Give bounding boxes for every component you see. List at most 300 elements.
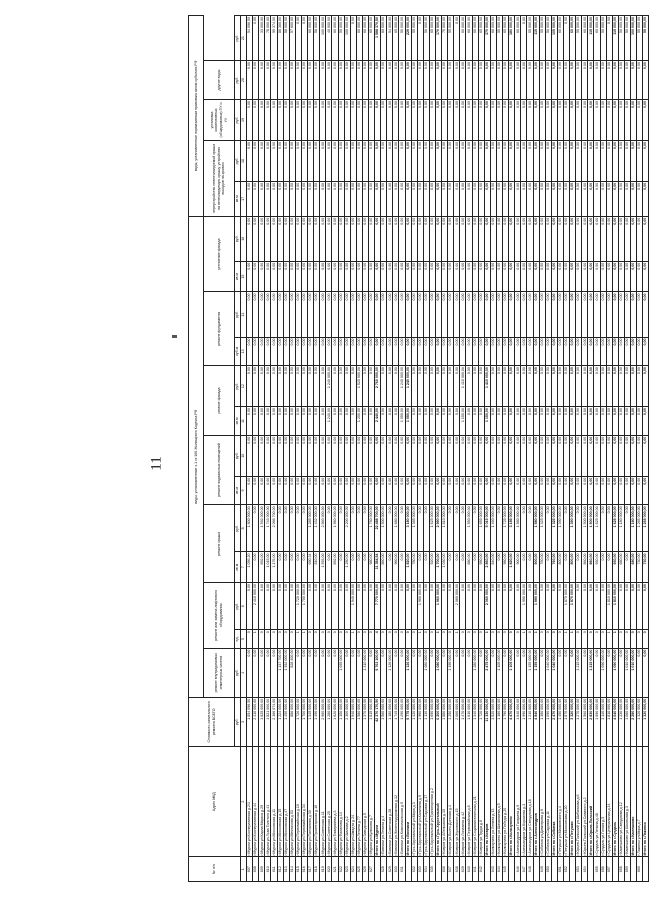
row-value: 0,00: [271, 216, 277, 261]
row-value: 50 000,00: [624, 16, 630, 61]
row-value: 1 690 000,00: [429, 697, 435, 746]
row-value: 0,00: [527, 140, 533, 181]
row-value: 0,00: [490, 435, 496, 476]
row-value: 0,00: [295, 648, 301, 697]
unit: кв.м: [235, 261, 241, 292]
row-value: 0,00: [594, 648, 600, 697]
row-address: Итого по г.Муром: [375, 746, 381, 857]
row-value: 55 000,00: [576, 16, 582, 61]
row-value: 0,00: [356, 261, 362, 292]
row-value: 0,00: [417, 648, 423, 697]
row-value: 0,00: [551, 140, 557, 181]
row-address: Итого по г.Собинка: [551, 746, 557, 857]
row-value: 0,00: [375, 261, 381, 292]
row-value: 1 030,00: [442, 552, 448, 583]
row-value: 33 000,00: [259, 16, 265, 61]
row-value: 0,00: [362, 552, 368, 583]
row-value: 1 725 000,00: [503, 505, 509, 552]
row-value: 0,00: [637, 648, 643, 697]
row-value: 0,00: [606, 648, 612, 697]
row-number: 651: [557, 857, 563, 882]
row-value: 0,00: [301, 292, 307, 337]
row-value: 55 000,00: [496, 16, 502, 61]
row-value: 0,00: [509, 476, 515, 505]
row-value: 1 130 000,00: [423, 697, 429, 746]
row-value: 0: [405, 630, 411, 648]
row-value: 0,00: [557, 476, 563, 505]
row-value: 0,00: [527, 216, 533, 261]
row-value: 0,00: [582, 476, 588, 505]
unit: руб.: [235, 505, 241, 552]
row-value: 0,00: [594, 100, 600, 141]
row-value: 0,00: [594, 216, 600, 261]
row-value: 0,00: [362, 292, 368, 337]
row-value: 0,00: [344, 583, 350, 630]
row-value: 0,00: [454, 181, 460, 216]
row-value: 4 640 000,00: [612, 697, 618, 746]
row-value: 1: [563, 630, 569, 648]
row-value: 800,00: [557, 552, 563, 583]
row-value: 1 320 000,00: [643, 697, 649, 746]
row-value: 0,00: [509, 366, 515, 407]
row-value: 0,00: [320, 435, 326, 476]
row-value: 0,00: [448, 181, 454, 216]
row-value: 900,00: [515, 552, 521, 583]
row-value: 1: [436, 630, 442, 648]
row-value: 0,00: [393, 140, 399, 181]
row-number: 653: [576, 857, 582, 882]
row-value: 0,00: [472, 261, 478, 292]
row-value: 0,00: [472, 140, 478, 181]
row-value: 0,00: [417, 337, 423, 366]
row-number: [643, 857, 649, 882]
row-value: 0,00: [356, 337, 362, 366]
row-value: 0,00: [442, 216, 448, 261]
row-number: 619: [320, 857, 326, 882]
row-value: 0,00: [332, 366, 338, 407]
row-value: 0,00: [624, 476, 630, 505]
page-number: 11: [148, 456, 165, 471]
row-value: 0: [478, 630, 484, 648]
row-value: 0: [429, 630, 435, 648]
row-value: 0,00: [356, 181, 362, 216]
row-value: 0,00: [527, 583, 533, 630]
row-value: 0,00: [557, 583, 563, 630]
row-value: 0,00: [326, 648, 332, 697]
row-value: 0,00: [533, 407, 539, 436]
row-value: 0,00: [570, 292, 576, 337]
row-address: г.Муром ул.Мечникова д.53: [289, 746, 295, 857]
row-value: 0,00: [344, 261, 350, 292]
row-value: 1: [533, 630, 539, 648]
row-value: 100 000,00: [631, 16, 637, 61]
row-value: 0,00: [600, 61, 606, 100]
row-address: г.Лакинск ул.Мира д.7: [637, 746, 643, 857]
row-value: 0: [539, 630, 545, 648]
row-value: 0,00: [454, 505, 460, 552]
row-value: 1 720 000,00: [295, 697, 301, 746]
row-value: 0: [289, 630, 295, 648]
row-value: 0,00: [539, 140, 545, 181]
row-value: 0,00: [563, 140, 569, 181]
row-value: 1 240,00: [326, 407, 332, 436]
row-value: 0,00: [515, 181, 521, 216]
row-value: 1 155 000,00: [533, 648, 539, 697]
row-value: 0,00: [338, 552, 344, 583]
row-value: 0,00: [375, 61, 381, 100]
row-value: 0,00: [496, 476, 502, 505]
row-value: 0,00: [271, 261, 277, 292]
row-value: 0,00: [643, 476, 649, 505]
row-value: 0,00: [381, 366, 387, 407]
row-address: Итого по г.Вязники: [405, 746, 411, 857]
row-value: 0,00: [533, 181, 539, 216]
row-value: 1 265 000,00: [637, 505, 643, 552]
row-value: 0,00: [576, 505, 582, 552]
row-value: 0,00: [442, 181, 448, 216]
row-value: 1 240 000,00: [399, 366, 405, 407]
row-value: 55 000,00: [527, 16, 533, 61]
row-value: 0,00: [631, 140, 637, 181]
row-value: 0,00: [624, 181, 630, 216]
row-value: 0,00: [600, 140, 606, 181]
row-address: г.Петушки ул.Московская д.20: [563, 746, 569, 857]
row-value: 0,00: [466, 366, 472, 407]
row-value: 0,00: [247, 435, 253, 476]
row-value: 0,00: [253, 140, 259, 181]
row-value: 1 195 000,00: [448, 648, 454, 697]
row-value: 0,00: [436, 140, 442, 181]
row-value: 0,00: [521, 337, 527, 366]
row-value: 0,00: [600, 261, 606, 292]
row-value: 1 593,00: [320, 552, 326, 583]
row-value: 0,00: [631, 337, 637, 366]
row-value: 0,00: [527, 366, 533, 407]
row-value: 1 380 000,00: [539, 697, 545, 746]
row-value: 0,00: [356, 292, 362, 337]
row-value: 1 015,00: [265, 552, 271, 583]
row-value: 0,00: [478, 648, 484, 697]
row-value: 0,00: [375, 181, 381, 216]
row-value: 1: [301, 630, 307, 648]
row-value: 0,00: [539, 435, 545, 476]
row-address: г.Муром ул.Первомайская д.10: [295, 746, 301, 857]
row-address: г.Муром ул.Шмидта д.24: [350, 746, 356, 857]
row-value: 0,00: [271, 140, 277, 181]
row-value: 1 432 000,00: [314, 505, 320, 552]
row-value: 0: [631, 630, 637, 648]
row-value: 1 050,00: [399, 407, 405, 436]
row-value: 1 155 000,00: [527, 648, 533, 697]
row-value: 690,34: [308, 552, 314, 583]
row-value: 0,00: [539, 583, 545, 630]
row-value: 0,00: [393, 435, 399, 476]
row-number: 648: [527, 857, 533, 882]
row-value: 0,00: [253, 292, 259, 337]
column-index: 4: [241, 648, 247, 697]
row-value: 1 550 000,00: [466, 505, 472, 552]
row-value: 0,00: [429, 648, 435, 697]
row-address: г.Кольчугино ул.Ленина д.13: [490, 746, 496, 857]
row-value: 0,00: [527, 61, 533, 100]
row-value: 1 620 000,00: [332, 697, 338, 746]
row-value: 0,00: [600, 292, 606, 337]
row-value: 1 490 000,00: [314, 697, 320, 746]
row-value: 0: [338, 630, 344, 648]
row-value: 0,00: [362, 181, 368, 216]
row-value: 0,00: [375, 292, 381, 337]
row-value: 0,00: [631, 583, 637, 630]
row-number: 654: [582, 857, 588, 882]
row-number: 610: [265, 857, 271, 882]
row-value: 0,00: [253, 648, 259, 697]
row-value: 0,00: [576, 366, 582, 407]
row-value: 11 354,54: [375, 552, 381, 583]
row-value: 0,00: [387, 337, 393, 366]
row-value: 1 040 000,00: [545, 648, 551, 697]
row-value: 0,00: [478, 181, 484, 216]
row-value: 0,00: [399, 292, 405, 337]
column-index: 21: [241, 16, 247, 61]
row-value: 0,00: [503, 648, 509, 697]
row-value: 0,00: [618, 648, 624, 697]
row-value: 0,00: [393, 216, 399, 261]
unit: ед.: [235, 630, 241, 648]
row-value: 2 470 000,00: [551, 697, 557, 746]
row-value: 0,00: [283, 261, 289, 292]
header-num: № п/п: [189, 857, 241, 882]
row-value: 1 390 000,00: [557, 505, 563, 552]
row-value: 0,00: [417, 181, 423, 216]
row-value: 0,00: [472, 476, 478, 505]
column-index: 19: [241, 100, 247, 141]
row-value: 0,00: [582, 648, 588, 697]
row-value: 0,00: [253, 181, 259, 216]
row-value: 0,00: [417, 366, 423, 407]
row-value: 0,00: [344, 648, 350, 697]
row-address: г.Гусь-Хрустальный ул.Садовая д.17: [423, 746, 429, 857]
row-number: 646: [515, 857, 521, 882]
row-value: 0,00: [332, 292, 338, 337]
row-value: 60 000,00: [356, 16, 362, 61]
row-value: 0,00: [417, 292, 423, 337]
row-value: 0,00: [301, 337, 307, 366]
row-value: 0,00: [277, 61, 283, 100]
row-value: 78 000,00: [265, 16, 271, 61]
row-value: 0,00: [338, 366, 344, 407]
row-value: 0,00: [539, 216, 545, 261]
row-value: 0,00: [563, 337, 569, 366]
row-value: 0,00: [624, 261, 630, 292]
row-value: 5 775 000,00: [405, 697, 411, 746]
row-address: г.Кольчугино ул.Шиманаева д.5: [496, 746, 502, 857]
row-value: 0,00: [326, 505, 332, 552]
row-number: 641: [472, 857, 478, 882]
row-value: 0: [247, 630, 253, 648]
row-value: 0,00: [460, 61, 466, 100]
row-value: 1 580 000,00: [515, 505, 521, 552]
row-value: 0,00: [283, 583, 289, 630]
unit: руб.: [235, 366, 241, 407]
row-value: 0,00: [387, 181, 393, 216]
header-facade: ремонт фасада: [204, 366, 235, 436]
row-value: 0,00: [259, 292, 265, 337]
row-value: 0,00: [448, 435, 454, 476]
row-number: 609: [259, 857, 265, 882]
row-value: 50 000,00: [399, 16, 405, 61]
row-value: 1 390 000,00: [570, 505, 576, 552]
row-value: 0,00: [289, 337, 295, 366]
row-value: 0,00: [314, 216, 320, 261]
row-value: 1 750 000,00: [368, 505, 374, 552]
row-value: 0,00: [368, 407, 374, 436]
row-value: 54 096,50: [247, 16, 253, 61]
row-value: 0,00: [423, 100, 429, 141]
row-value: 0,00: [356, 435, 362, 476]
row-value: 105 000,00: [551, 16, 557, 61]
row-number: 622: [338, 857, 344, 882]
row-value: 0,00: [545, 583, 551, 630]
row-value: 0,00: [344, 61, 350, 100]
row-value: 1 126 000,00: [387, 648, 393, 697]
row-value: 0,00: [460, 552, 466, 583]
row-value: 1 815 000,00: [368, 697, 374, 746]
row-value: 0,00: [277, 216, 283, 261]
row-value: 0,00: [612, 337, 618, 366]
row-value: 0,00: [582, 407, 588, 436]
row-value: 0,00: [442, 292, 448, 337]
header-elevator: ремонт или замена лифтового оборудования: [204, 583, 235, 649]
row-value: 1: [253, 630, 259, 648]
row-value: 0,00: [393, 337, 399, 366]
row-value: 0,00: [308, 337, 314, 366]
row-value: 0,00: [259, 337, 265, 366]
row-value: 0,00: [332, 140, 338, 181]
row-value: 0,00: [503, 261, 509, 292]
row-value: 0,00: [496, 583, 502, 630]
row-value: 0,00: [521, 476, 527, 505]
row-value: 0,00: [527, 476, 533, 505]
row-value: 0,00: [503, 366, 509, 407]
row-value: 0,00: [472, 61, 478, 100]
row-value: 0: [283, 630, 289, 648]
row-value: 1 240 000,00: [405, 366, 411, 407]
row-number: 640: [466, 857, 472, 882]
row-value: 828 400,00: [289, 648, 295, 697]
row-value: 0,00: [387, 216, 393, 261]
row-value: 0,00: [454, 16, 460, 61]
row-value: 0,00: [478, 583, 484, 630]
row-value: 0,00: [344, 366, 350, 407]
row-value: 1 010 000,00: [624, 648, 630, 697]
column-index: 16: [241, 216, 247, 261]
row-value: 1 176,00: [271, 552, 277, 583]
row-value: 0,00: [539, 61, 545, 100]
row-value: 0,00: [295, 552, 301, 583]
row-value: 0,00: [448, 61, 454, 100]
row-value: 0,00: [429, 337, 435, 366]
row-value: 65 000,00: [429, 16, 435, 61]
row-address: г.Кольчугино ул.Победы д.20: [503, 746, 509, 857]
row-value: 0,00: [301, 216, 307, 261]
row-value: 1 080 000,00: [423, 648, 429, 697]
row-value: 0,00: [588, 407, 594, 436]
row-value: 1 090 000,00: [600, 648, 606, 697]
row-value: 0,00: [576, 435, 582, 476]
row-value: 0,00: [253, 337, 259, 366]
row-value: 0,00: [417, 261, 423, 292]
row-value: 0,00: [527, 407, 533, 436]
row-value: 0,00: [295, 216, 301, 261]
row-value: 0,00: [582, 100, 588, 141]
row-value: 0,00: [314, 435, 320, 476]
row-value: 1 470 000,00: [460, 697, 466, 746]
row-value: 0,00: [527, 337, 533, 366]
row-value: 0,00: [356, 583, 362, 630]
row-value: 0,00: [557, 366, 563, 407]
row-value: 5 763 100,00: [375, 648, 381, 697]
row-address: Итого по г.Лакинск: [643, 746, 649, 857]
row-address: г.Вязники ул.Советская д.28: [387, 746, 393, 857]
row-address: Итого по г.Ковров: [484, 746, 490, 857]
row-value: 0,00: [557, 435, 563, 476]
row-value: 0,00: [594, 435, 600, 476]
row-value: 892,00: [332, 552, 338, 583]
unit: кв.м: [235, 181, 241, 216]
row-value: 0,00: [600, 337, 606, 366]
row-value: 0,00: [308, 100, 314, 141]
row-value: 0,00: [265, 476, 271, 505]
row-value: 2 860 000,00: [320, 505, 326, 552]
row-value: 0,00: [259, 216, 265, 261]
row-value: 0,00: [490, 140, 496, 181]
header-engineering: ремонт внутридомовых инженерных систем: [204, 648, 235, 697]
row-value: 0,00: [503, 140, 509, 181]
row-value: 0,00: [356, 648, 362, 697]
row-value: 0: [490, 630, 496, 648]
row-value: 0,00: [338, 435, 344, 476]
rotated-table-sheet: [188, 15, 648, 882]
row-value: 1 990 000,00: [521, 583, 527, 630]
row-value: 0,00: [375, 337, 381, 366]
row-value: 0,00: [429, 292, 435, 337]
row-value: 1 500 000,00: [582, 505, 588, 552]
row-value: 40 000,00: [326, 16, 332, 61]
row-value: 0,00: [576, 100, 582, 141]
row-value: 0,00: [618, 583, 624, 630]
row-value: 0,00: [411, 140, 417, 181]
row-value: 0,00: [344, 337, 350, 366]
row-value: 1 821 000,00: [265, 697, 271, 746]
row-value: 2 060 000,00: [454, 697, 460, 746]
row-value: 0,00: [643, 261, 649, 292]
row-value: 0,00: [509, 337, 515, 366]
row-value: 0,00: [283, 476, 289, 505]
row-value: 0,00: [563, 505, 569, 552]
row-value: 60 000,00: [332, 16, 338, 61]
row-value: 0: [545, 630, 551, 648]
row-value: 0,00: [314, 140, 320, 181]
row-value: 0,00: [539, 407, 545, 436]
row-value: 0,00: [436, 61, 442, 100]
row-value: 50 000,00: [600, 16, 606, 61]
row-value: 0,00: [643, 435, 649, 476]
row-number: 612: [277, 857, 283, 882]
row-value: 0,00: [643, 216, 649, 261]
row-value: 860,00: [588, 552, 594, 583]
row-value: 0,00: [606, 140, 612, 181]
row-value: 0,00: [612, 292, 618, 337]
